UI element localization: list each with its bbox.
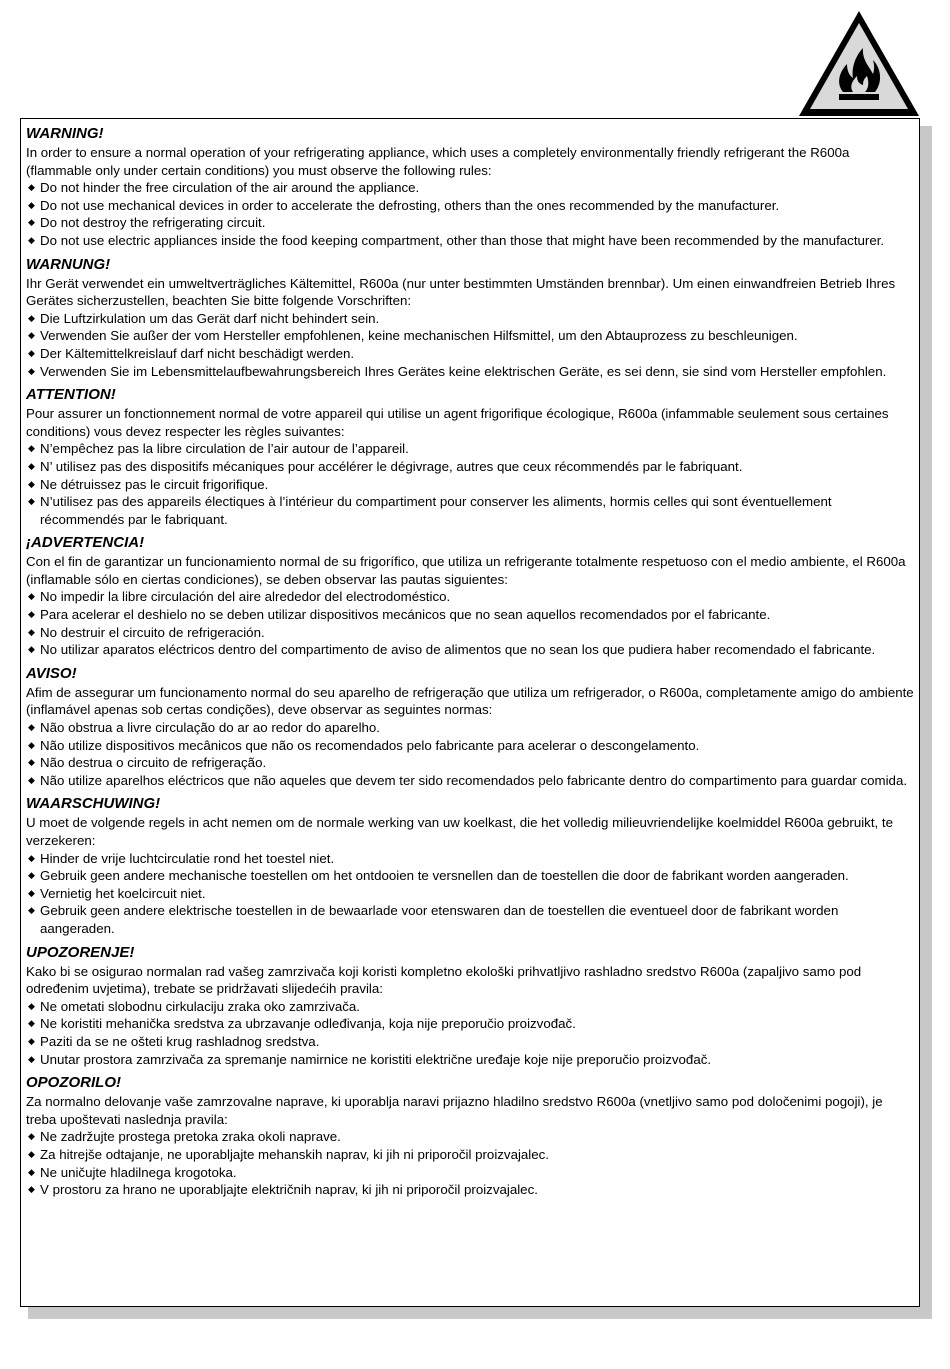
- bullet-icon: ◆: [28, 443, 35, 454]
- bullet-icon: ◆: [28, 312, 35, 323]
- rule-item: [26, 310, 914, 328]
- rule-item: [26, 998, 914, 1016]
- bullet-icon: ◆: [28, 774, 35, 785]
- rule-text: Verwenden Sie außer der vom Hersteller empfohlenen, keine mechanischen Hilfsmittel, um den Abtauprozess zu beschleunigen.: [40, 328, 798, 344]
- bullet-icon: ◆: [28, 199, 35, 210]
- rule-item: [26, 772, 914, 790]
- rule-text: No destruir el circuito de refrigeración.: [40, 624, 265, 640]
- rule-item: [26, 719, 914, 737]
- rule-text: Ne zadržujte prostega pretoka zraka okoli naprave.: [40, 1129, 341, 1145]
- section-intro: U moet de volgende regels in acht nemen om de normale werking van uw koelkast, die het volledig milieuvriendelijke koelmiddel R600a gebruikt, te verzekeren:: [26, 815, 893, 848]
- section-heading: ATTENTION!: [26, 386, 116, 404]
- bullet-icon: ◆: [28, 365, 35, 376]
- rules-list: [26, 588, 914, 658]
- bullet-icon: ◆: [28, 852, 35, 863]
- bullet-icon: ◆: [28, 722, 35, 733]
- bullet-icon: ◆: [28, 1166, 35, 1177]
- rule-text: Do not use electric appliances inside the food keeping compartment, other than those that might have been recommended by the manufacturer.: [40, 232, 885, 248]
- section-heading: WARNING!: [26, 125, 104, 142]
- rule-text: Ne ometati slobodnu cirkulaciju zraka oko zamrzivača.: [40, 998, 361, 1014]
- rules-list: [26, 1128, 914, 1198]
- bullet-icon: ◆: [28, 644, 35, 655]
- rule-item: [26, 1015, 914, 1033]
- section-heading: WARNUNG!: [26, 255, 111, 273]
- rule-text: Não obstrua a livre circulação do ar ao redor do aparelho.: [40, 720, 381, 736]
- rule-item: [26, 641, 914, 659]
- rule-text: No utilizar aparatos eléctricos dentro del compartimento de aviso de alimentos que no sean los que pudiera haber recomendado el fabricante.: [40, 642, 876, 658]
- rule-item: [26, 1033, 914, 1051]
- rule-text: Die Luftzirkulation um das Gerät darf nicht behindert sein.: [40, 310, 380, 326]
- bullet-icon: ◆: [28, 1053, 35, 1064]
- rules-list: [26, 850, 914, 938]
- bullet-icon: ◆: [28, 1000, 35, 1011]
- bullet-icon: ◆: [28, 182, 35, 193]
- rule-text: Do not destroy the refrigerating circuit.: [40, 215, 266, 231]
- rule-item: [26, 1164, 914, 1182]
- rule-text: Vernietig het koelcircuit niet.: [40, 885, 206, 901]
- rule-text: Ne détruissez pas le circuit frigorifique.: [40, 476, 269, 492]
- bullet-icon: ◆: [28, 1148, 35, 1159]
- section-intro: Za normalno delovanje vaše zamrzovalne naprave, ki uporablja naravi prijazno hladilno sredstvo R600a (vnetljivo samo pod določenimi pogoji), je treba upoštevati naslednja pravila:: [26, 1094, 883, 1127]
- section-intro: In order to ensure a normal operation of your refrigerating appliance, which uses a completely environmentally friendly refrigerant the R600a (flammable only under certain conditions) you must observe the following rules:: [26, 145, 850, 178]
- rule-text: Der Kältemittelkreislauf darf nicht beschädigt werden.: [40, 345, 355, 361]
- rule-text: Não utilize dispositivos mecânicos que não os recomendados pelo fabricante para acelerar o descongelamento.: [40, 737, 700, 753]
- bullet-icon: ◆: [28, 217, 35, 228]
- rule-text: N’ utilisez pas des dispositifs mécaniques pour accélérer le dégivrage, autres que ceux récommendés par le fabriquant.: [40, 458, 743, 474]
- rule-text: Não destrua o circuito de refrigeração.: [40, 755, 267, 771]
- bullet-icon: ◆: [28, 609, 35, 620]
- bullet-icon: ◆: [28, 757, 35, 768]
- rule-item: [26, 440, 914, 458]
- warnings-panel: [20, 118, 920, 1307]
- warning-section-sl: [26, 1074, 914, 1199]
- rule-item: [26, 588, 914, 606]
- section-heading: AVISO!: [26, 664, 77, 682]
- section-intro: Pour assurer un fonctionnement normal de votre appareil qui utilise un agent frigorifique écologique, R600a (infammable seulement sous certaines conditions) vous devez respecter les règles suivantes:: [26, 406, 889, 439]
- flammable-hazard-icon: [797, 8, 922, 120]
- rules-list: [26, 719, 914, 789]
- warning-section-es: [26, 534, 914, 659]
- rule-item: [26, 885, 914, 903]
- section-intro: Afim de assegurar um funcionamento normal do seu aparelho de refrigeração que utiliza um refrigerador, o R600a, completamente amigo do ambiente (inflamável apenas sob certas condições), deve observar as seguintes normas:: [26, 684, 914, 718]
- section-heading: ¡ADVERTENCIA!: [26, 534, 145, 552]
- rule-text: Ne uničujte hladilnega krogotoka.: [40, 1164, 237, 1180]
- rule-text: N’empêchez pas la libre circulation de l’air autour de l’appareil.: [40, 441, 409, 457]
- rules-list: [26, 440, 914, 528]
- warning-section-fr: [26, 386, 914, 528]
- bullet-icon: ◆: [28, 905, 35, 916]
- bullet-icon: ◆: [28, 496, 35, 507]
- section-intro: Con el fin de garantizar un funcionamiento normal de su frigorífico, que utiliza un refrigerante totalmente respetuoso con el medio ambiente, el R600a (inflamable sólo en ciertas condiciones), se deben observar las pautas siguientes:: [26, 554, 906, 587]
- rules-list: [26, 179, 914, 249]
- rule-text: Para acelerar el deshielo no se deben utilizar dispositivos mecánicos que no sean aquellos recomendados por el fabricante.: [40, 607, 771, 623]
- warning-section-pt: [26, 665, 914, 790]
- rules-list: [26, 998, 914, 1068]
- rule-item: [26, 624, 914, 642]
- bullet-icon: ◆: [28, 739, 35, 750]
- rule-item: [26, 1146, 914, 1164]
- rule-text: Verwenden Sie im Lebensmittelaufbewahrungsbereich Ihres Gerätes keine elektrischen Geräte, es sei denn, sie sind vom Hersteller empfohlen.: [40, 363, 887, 379]
- rule-text: No impedir la libre circulación del aire alrededor del electrodoméstico.: [40, 589, 451, 605]
- rule-text: V prostoru za hrano ne uporabljajte električnih naprav, ki jih ni priporočil proizvajalec.: [40, 1182, 538, 1198]
- rule-item: [26, 754, 914, 772]
- rule-item: [26, 606, 914, 624]
- rule-item: [26, 345, 914, 363]
- rule-item: [26, 1181, 914, 1199]
- bullet-icon: ◆: [28, 478, 35, 489]
- rule-text: Hinder de vrije luchtcirculatie rond het toestel niet.: [40, 850, 335, 866]
- rule-text: Gebruik geen andere mechanische toestellen om het ontdooien te versnellen dan de toestellen die door de fabrikant worden aangeraden.: [40, 868, 849, 884]
- rule-item: [26, 458, 914, 476]
- rule-item: [26, 232, 914, 250]
- rule-text: Unutar prostora zamrzivača za spremanje namirnice ne koristiti električne uređaje koje nije preporučio proizvođač.: [40, 1051, 712, 1067]
- warning-section-nl: [26, 795, 914, 937]
- rule-item: [26, 476, 914, 494]
- bullet-icon: ◆: [28, 626, 35, 637]
- rule-item: [26, 493, 914, 528]
- rule-text: Ne koristiti mehanička sredstva za ubrzavanje odleđivanja, koja nije preporučio proizvođač.: [40, 1016, 576, 1032]
- rule-item: [26, 850, 914, 868]
- rule-text: Do not hinder the free circulation of the air around the appliance.: [40, 180, 420, 196]
- warning-section-de: [26, 256, 914, 381]
- rule-item: [26, 1051, 914, 1069]
- rule-text: Não utilize aparelhos eléctricos que não aqueles que devem ter sido recomendados pelo fabricante dentro do compartimento para guardar comida.: [40, 772, 908, 788]
- bullet-icon: ◆: [28, 591, 35, 602]
- section-heading: WAARSCHUWING!: [26, 795, 161, 813]
- section-heading: UPOZORENJE!: [26, 943, 135, 961]
- bullet-icon: ◆: [28, 1018, 35, 1029]
- bullet-icon: ◆: [28, 234, 35, 245]
- rule-item: [26, 214, 914, 232]
- section-intro: Kako bi se osigurao normalan rad vašeg zamrzivača koji koristi kompletno ekološki prihvatljivo rashladno sredstvo R600a (zapaljivo samo pod određenim uvjetima), trebate se pridržavati slijedećih pravila:: [26, 963, 862, 997]
- rule-item: [26, 197, 914, 215]
- section-heading: OPOZORILO!: [26, 1074, 121, 1092]
- rule-item: [26, 363, 914, 381]
- bullet-icon: ◆: [28, 887, 35, 898]
- rule-text: Gebruik geen andere elektrische toestellen in de bewaarlade voor etenswaren dan de toestellen die eventueel door de fabrikant worden aangeraden.: [40, 903, 839, 936]
- rules-list: [26, 310, 914, 380]
- rule-item: [26, 1128, 914, 1146]
- bullet-icon: ◆: [28, 460, 35, 471]
- rule-text: Paziti da se ne ošteti krug rashladnog sredstva.: [40, 1033, 320, 1049]
- rule-text: Do not use mechanical devices in order to accelerate the defrosting, others than the ones recommended by the manufacturer.: [40, 197, 780, 213]
- bullet-icon: ◆: [28, 1131, 35, 1142]
- bullet-icon: ◆: [28, 870, 35, 881]
- bullet-icon: ◆: [28, 1184, 35, 1195]
- rule-item: [26, 902, 914, 937]
- warning-section-hr: [26, 944, 914, 1069]
- rule-text: N’utilisez pas des appareils électiques à l’intérieur du compartiment pour conserver les aliments, hormis celles qui sont éventuellement récommendés par le fabriquant.: [40, 494, 832, 527]
- rule-item: [26, 737, 914, 755]
- bullet-icon: ◆: [28, 1035, 35, 1046]
- bullet-icon: ◆: [28, 347, 35, 358]
- bullet-icon: ◆: [28, 330, 35, 341]
- rule-item: [26, 867, 914, 885]
- section-intro: Ihr Gerät verwendet ein umweltverträgliches Kältemittel, R600a (nur unter bestimmten Umständen brennbar). Um einen einwandfreien Betrieb Ihres Gerätes sicherzustellen, beachten Sie bitte folgende Vorschriften:: [26, 275, 896, 309]
- rule-text: Za hitrejše odtajanje, ne uporabljajte mehanskih naprav, ki jih ni priporočil proizvajalec.: [40, 1146, 550, 1162]
- rule-item: [26, 179, 914, 197]
- warning-section-en: [26, 125, 914, 250]
- rule-item: [26, 327, 914, 345]
